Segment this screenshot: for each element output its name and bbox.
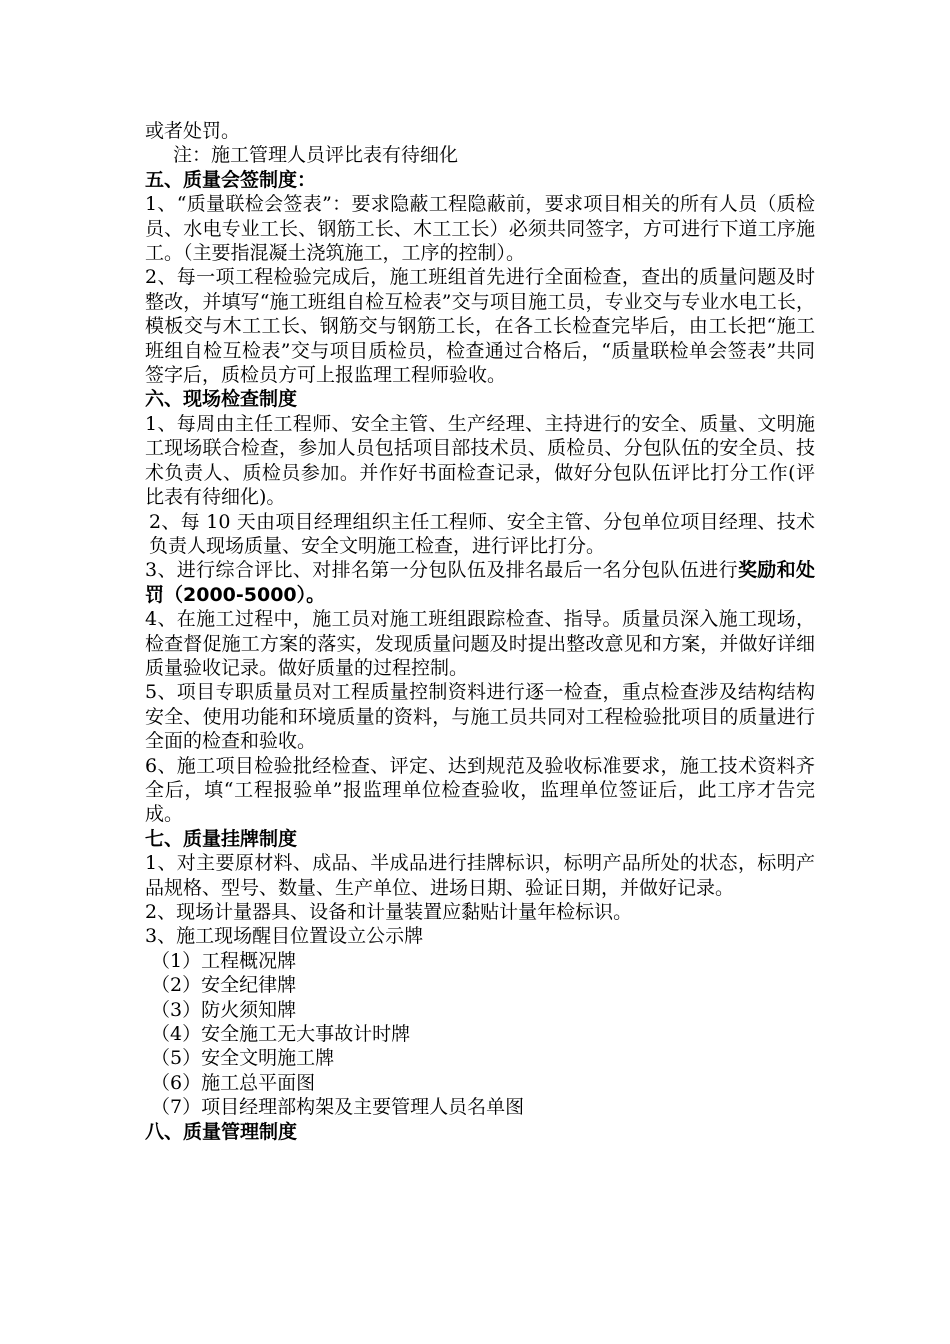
paragraph: 2、每一项工程检验完成后，施工班组首先进行全面检查，查出的质量问题及时整改，并填写“施工班组自检互检表”交与项目施工员，专业交与专业水电工长，模板交与木工工长、钢筋交与钢筋工长，在各工长检查完毕后，由工长把“施工班组自检互检表”交与项目质检员，检查通过合格后，“质量联检单会签表”共同签字后，质检员方可上报监理工程师验收。 bbox=[145, 266, 815, 387]
section-heading-5: 五、质量会签制度： bbox=[145, 168, 317, 191]
section-heading-7: 七、质量挂牌制度 bbox=[145, 827, 298, 850]
bold-text: 奖励和处罚（2000-5000）。 bbox=[145, 559, 815, 606]
paragraph bbox=[145, 558, 815, 607]
paragraph-text: 3、进行综合评比、对排名第一分包队伍及排名最后一名分包队伍进行 bbox=[145, 559, 738, 582]
section-heading-8: 八、质量管理制度 bbox=[145, 1120, 298, 1143]
paragraph: 6、施工项目检验批经检查、评定、达到规范及验收标准要求，施工技术资料齐全后，填“工程报验单”报监理单位检查验收，监理单位签证后，此工序才告完成。 bbox=[145, 754, 815, 826]
paragraph: 1、对主要原材料、成品、半成品进行挂牌标识，标明产品所处的状态，标明产品规格、型号、数量、生产单位、进场日期、验证日期，并做好记录。 bbox=[145, 852, 815, 899]
note-line: 注：施工管理人员评比表有待细化 bbox=[173, 144, 459, 167]
section-heading-6: 六、现场检查制度 bbox=[145, 388, 298, 411]
text-line: 或者处罚。 bbox=[145, 120, 241, 142]
list-item: （2）安全纪律牌 bbox=[151, 974, 297, 997]
list-item: （3）防火须知牌 bbox=[151, 998, 297, 1021]
paragraph: 5、项目专职质量员对工程质量控制资料进行逐一检查，重点检查涉及结构结构安全、使用功能和环境质量的资料，与施工员共同对工程检验批项目的质量进行全面的检查和验收。 bbox=[145, 681, 815, 753]
list-item: （1）工程概况牌 bbox=[151, 949, 297, 972]
document-page bbox=[145, 119, 815, 1144]
paragraph: 2、现场计量器具、设备和计量装置应黏贴计量年检标识。 bbox=[145, 901, 633, 923]
paragraph: 1、“质量联检会签表”：要求隐蔽工程隐蔽前，要求项目相关的所有人员（质检员、水电专业工长、钢筋工长、木工工长）必须共同签字，方可进行下道工序施工。（主要指混凝土浇筑施工，工序的控制）。 bbox=[145, 193, 815, 265]
paragraph: 4、在施工过程中，施工员对施工班组跟踪检查、指导。质量员深入施工现场，检查督促施工方案的落实，发现质量问题及时提出整改意见和方案，并做好详细质量验收记录。做好质量的过程控制。 bbox=[145, 608, 815, 679]
list-item: （7）项目经理部构架及主要管理人员名单图 bbox=[151, 1096, 525, 1119]
list-item: （5）安全文明施工牌 bbox=[151, 1047, 335, 1070]
paragraph: 3、施工现场醒目位置设立公示牌 bbox=[145, 925, 424, 948]
list-item: （6）施工总平面图 bbox=[151, 1071, 316, 1094]
paragraph: 2、每 10 天由项目经理组织主任工程师、安全主管、分包单位项目经理、技术负责人现场质量、安全文明施工检查，进行评比打分。 bbox=[149, 510, 815, 557]
paragraph: 1、每周由主任工程师、安全主管、生产经理、主持进行的安全、质量、文明施工现场联合检查，参加人员包括项目部技术员、质检员、分包队伍的安全员、技术负责人、质检员参加。并作好书面检查记录，做好分包队伍评比打分工作(评比表有待细化)。 bbox=[145, 412, 815, 509]
list-item: （4）安全施工无大事故计时牌 bbox=[151, 1023, 411, 1046]
